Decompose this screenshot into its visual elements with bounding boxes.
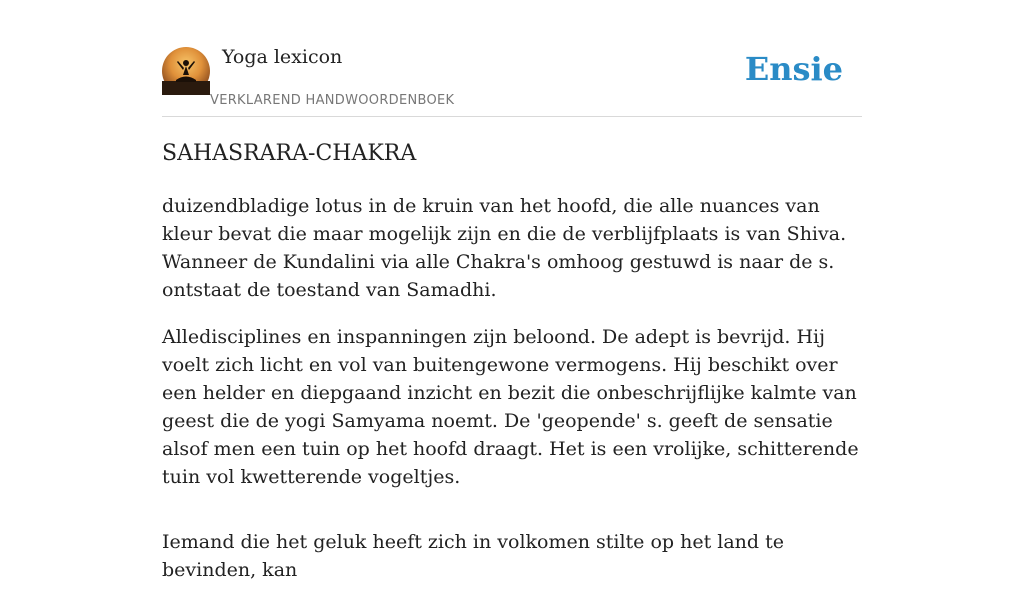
lexicon-subtitle: VERKLAREND HANDWOORDENBOEK bbox=[210, 93, 455, 108]
lexicon-title[interactable]: Yoga lexicon bbox=[222, 46, 343, 68]
definition-paragraph: Alledisciplines en inspanningen zijn beloond. De adept is bevrijd. Hij voelt zich licht en vol van buitengewone vermogens. Hij beschikt over een helder en diepgaand inzicht en bezit die onbeschrijflijke kalmte van geest die de yogi Samyama noemt. De 'geopende' s. geeft de sensatie alsof men een tuin op het hoofd draagt. Het is een vrolijke, schitterende tuin vol kwetterende vogeltjes. bbox=[162, 326, 859, 488]
entry-definition bbox=[162, 192, 862, 603]
meditating-person-icon bbox=[162, 47, 210, 95]
entry-term: SAHASRARA-CHAKRA bbox=[162, 141, 417, 166]
definition-paragraph: duizendbladige lotus in de kruin van het hoofd, die alle nuances van kleur bevat die maar mogelijk zijn en die de verblijfplaats is van Shiva. Wanneer de Kundalini via alle Chakra's omhoog gestuwd is naar de s. ontstaat de toestand van Samadhi. bbox=[162, 195, 847, 301]
lexicon-header bbox=[162, 44, 862, 117]
definition-paragraph: Iemand die het geluk heeft zich in volkomen stilte op het land te bevinden, kan bbox=[162, 531, 784, 581]
lexicon-avatar[interactable] bbox=[162, 47, 210, 95]
ensie-logo-link[interactable]: Ensie bbox=[744, 50, 843, 88]
